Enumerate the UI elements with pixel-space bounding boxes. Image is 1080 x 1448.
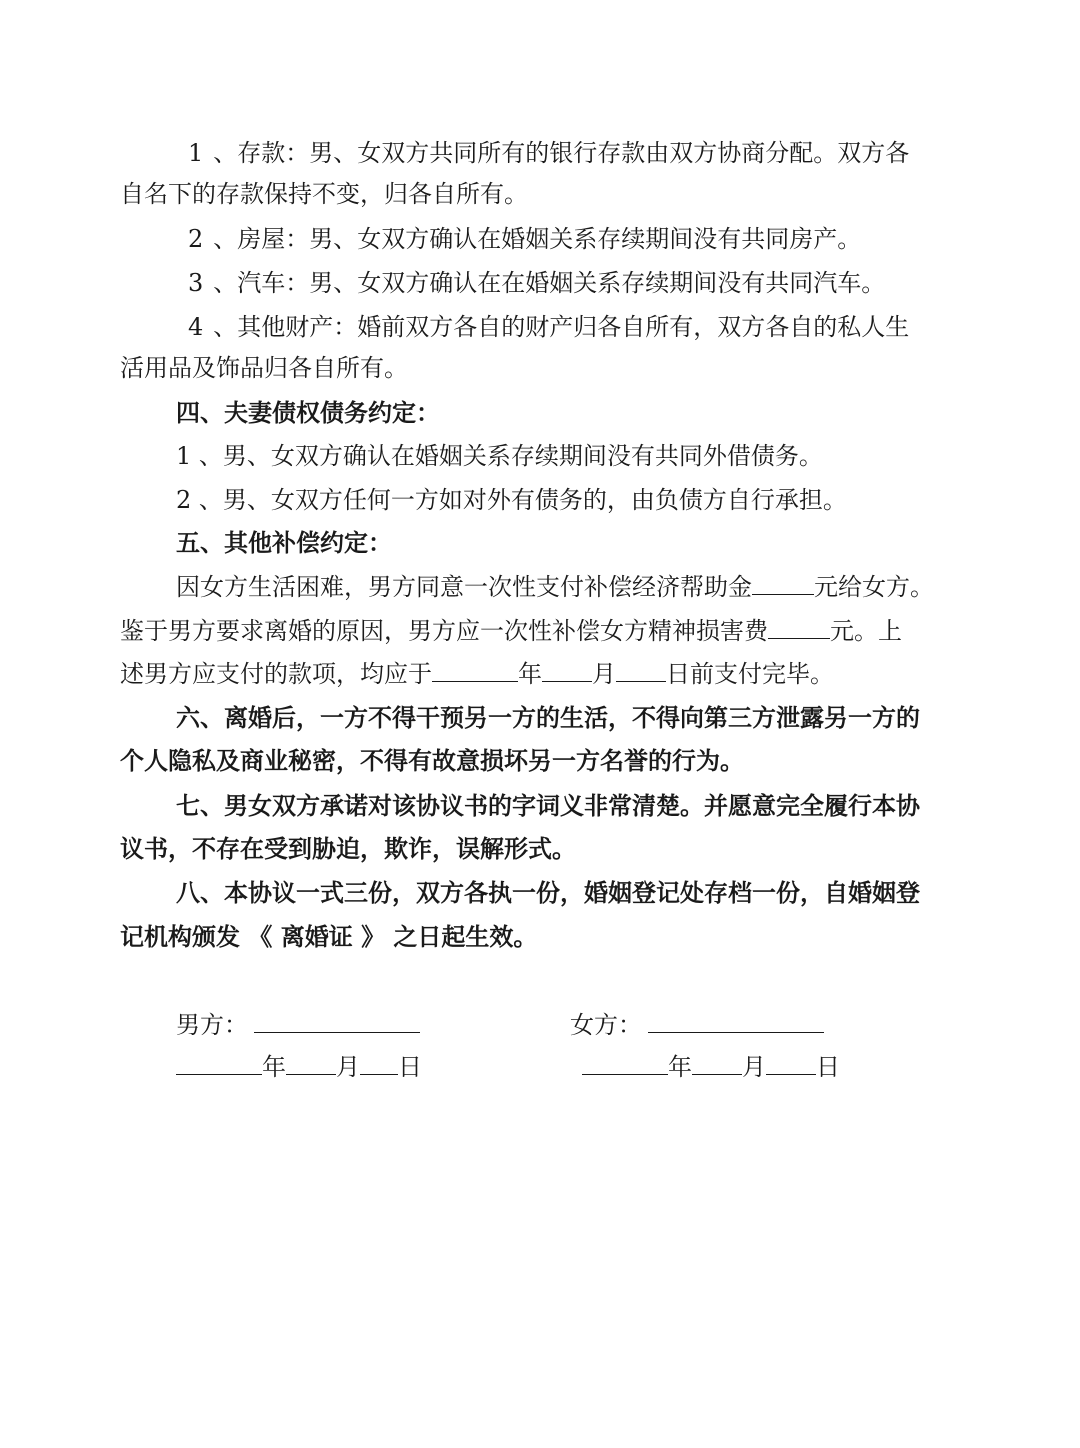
- male-date: [176, 1052, 422, 1082]
- section-5-month: 月: [592, 660, 616, 688]
- amount-blank-2: [768, 616, 830, 639]
- item-4-line-1: [120, 312, 970, 342]
- item-1-text-1: 男、女双方共同所有的银行存款由双方协商分配。双方各: [309, 139, 910, 167]
- female-day-blank: [766, 1052, 816, 1075]
- female-month-label: 月: [742, 1053, 766, 1081]
- section-5-line-1-text-b: 元给女方。: [814, 573, 934, 601]
- section-8-line-1: 八、本协议一式三份，双方各执一份，婚姻登记处存档一份，自婚姻登: [176, 878, 920, 907]
- section-5-line-2: [120, 616, 970, 646]
- item-1-line-1: [120, 138, 970, 168]
- day-blank: [616, 659, 666, 682]
- item-1-label: 、存款：: [213, 139, 310, 167]
- female-signature: [570, 1010, 824, 1040]
- section-5-line-3-text-a: 述男方应支付的款项，均应于: [120, 660, 432, 688]
- female-label: 女方：: [570, 1011, 642, 1039]
- item-2-text: 男、女双方确认在婚姻关系存续期间没有共同房产。: [309, 225, 862, 253]
- male-month-label: 月: [336, 1053, 360, 1081]
- section-6-line-1: 六、离婚后，一方不得干预另一方的生活，不得向第三方泄露另一方的: [176, 703, 920, 732]
- male-day-label: 日: [398, 1053, 422, 1081]
- section-5-heading: 五、其他补偿约定：: [176, 528, 392, 557]
- year-blank: [432, 659, 518, 682]
- section-8-line-2: 记机构颁发 《 离婚证 》 之日起生效。: [120, 922, 538, 951]
- section-6-line-2: 个人隐私及商业秘密，不得有故意损坏另一方名誉的行为。: [120, 746, 744, 775]
- male-month-blank: [286, 1052, 336, 1075]
- male-year-label: 年: [262, 1053, 286, 1081]
- male-signature-blank: [254, 1010, 420, 1033]
- female-year-blank: [582, 1052, 668, 1075]
- male-signature: [176, 1010, 420, 1040]
- item-3-text: 男、女双方确认在在婚姻关系存续期间没有共同汽车。: [309, 269, 886, 297]
- section-7-line-1: 七、男女双方承诺对该协议书的字词义非常清楚。并愿意完全履行本协: [176, 791, 920, 820]
- female-signature-blank: [648, 1010, 824, 1033]
- item-4-label: 、其他财产：: [213, 313, 358, 341]
- male-day-blank: [360, 1052, 398, 1075]
- section-4-item-2: 2 、男、女双方任何一方如对外有债务的，由负债方自行承担。: [176, 486, 847, 514]
- item-4-text-1: 婚前双方各自的财产归各自所有，双方各自的私人生: [357, 313, 910, 341]
- female-date: [582, 1052, 840, 1082]
- amount-blank-1: [752, 572, 814, 595]
- item-3-number: 3: [188, 269, 204, 297]
- item-4-number: 4: [188, 313, 204, 341]
- item-1-line-2: 自名下的存款保持不变，归各自所有。: [120, 180, 528, 208]
- item-1-number: 1: [188, 139, 204, 167]
- section-5-day-text: 日前支付完毕。: [666, 660, 834, 688]
- item-2-line: [120, 224, 970, 254]
- female-year-label: 年: [668, 1053, 692, 1081]
- item-3-line: [120, 268, 970, 298]
- section-7-line-2: 议书，不存在受到胁迫，欺诈，误解形式。: [120, 834, 576, 863]
- section-4-heading: 四、夫妻债权债务约定：: [176, 398, 440, 427]
- female-day-label: 日: [816, 1053, 840, 1081]
- female-month-blank: [692, 1052, 742, 1075]
- month-blank: [542, 659, 592, 682]
- male-label: 男方：: [176, 1011, 248, 1039]
- section-5-line-1: [120, 572, 1026, 602]
- item-2-label: 、房屋：: [213, 225, 310, 253]
- male-year-blank: [176, 1052, 262, 1075]
- item-4-line-2: 活用品及饰品归各自所有。: [120, 354, 408, 382]
- item-3-label: 、汽车：: [213, 269, 310, 297]
- item-2-number: 2: [188, 225, 204, 253]
- section-5-line-2-text-b: 元。上: [830, 617, 902, 645]
- section-5-line-1-text-a: 因女方生活困难，男方同意一次性支付补偿经济帮助金: [176, 573, 752, 601]
- section-5-year: 年: [518, 660, 542, 688]
- section-5-line-2-text-a: 鉴于男方要求离婚的原因，男方应一次性补偿女方精神损害费: [120, 617, 768, 645]
- section-4-item-1: 1 、男、女双方确认在婚姻关系存续期间没有共同外借债务。: [176, 442, 823, 470]
- section-5-line-3: [120, 659, 970, 689]
